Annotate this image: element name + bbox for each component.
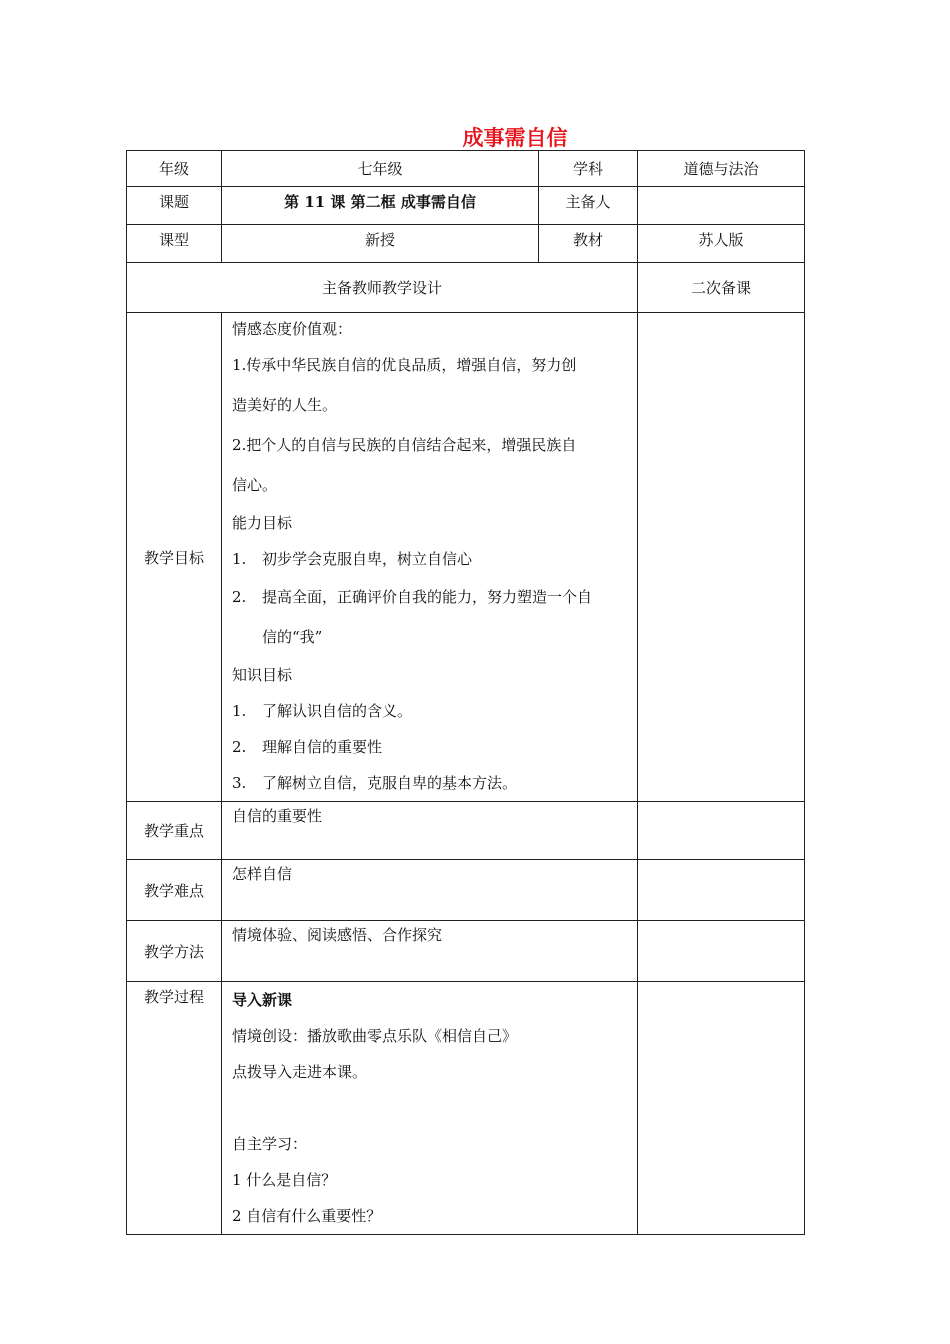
list-number: 1. — [232, 702, 247, 720]
topic-label: 课题 — [127, 187, 222, 225]
process-heading: 导入新课 — [232, 991, 293, 1009]
ability-title: 能力目标 — [232, 514, 293, 532]
key-point-label: 教学重点 — [127, 802, 222, 860]
list-text: 初步学会克服自卑，树立自信心 — [262, 550, 473, 568]
preparer-label: 主备人 — [539, 187, 638, 225]
process-scenario: 情境创设：播放歌曲零点乐队《相信自己》 — [232, 1027, 518, 1045]
objectives-second-prep — [638, 313, 805, 802]
page-title: 成事需自信 — [462, 126, 568, 150]
table-row — [127, 313, 805, 802]
knowledge-title: 知识目标 — [232, 666, 293, 684]
textbook-value: 苏人版 — [638, 225, 805, 263]
list-item — [232, 729, 627, 765]
second-prep-header: 二次备课 — [638, 263, 805, 313]
process-label: 教学过程 — [127, 982, 222, 1235]
subject-value: 道德与法治 — [638, 151, 805, 187]
list-item — [232, 577, 627, 617]
list-number: 2. — [232, 588, 247, 606]
table-row — [127, 187, 805, 225]
objectives-content — [222, 313, 638, 802]
textbook-label: 教材 — [539, 225, 638, 263]
question-item: 1 什么是自信？ — [232, 1171, 337, 1189]
method-value: 情境体验、阅读感悟、合作探究 — [222, 921, 638, 982]
process-guide: 点拨导入走进本课。 — [232, 1063, 368, 1081]
grade-label: 年级 — [127, 151, 222, 187]
key-point-value: 自信的重要性 — [222, 802, 638, 860]
table-row — [127, 225, 805, 263]
grade-value: 七年级 — [222, 151, 539, 187]
list-text: 了解认识自信的含义。 — [262, 702, 413, 720]
table-row — [127, 802, 805, 860]
table-row — [127, 921, 805, 982]
blank-line — [232, 1090, 627, 1126]
emotion-item: 造美好的人生。 — [232, 396, 338, 414]
objectives-label: 教学目标 — [127, 313, 222, 802]
list-number: 1. — [232, 550, 247, 568]
list-text: 了解树立自信，克服自卑的基本方法。 — [262, 774, 518, 792]
list-item — [232, 541, 627, 577]
table-row — [127, 263, 805, 313]
emotion-item: 信心。 — [232, 476, 278, 494]
process-second-prep — [638, 982, 805, 1235]
emotion-item: 2.把个人的自信与民族的自信结合起来，增强民族自 — [232, 436, 577, 454]
list-text: 提高全面，正确评价自我的能力，努力塑造一个自 — [262, 588, 593, 606]
question-item: 2 自信有什么重要性？ — [232, 1207, 382, 1225]
type-label: 课型 — [127, 225, 222, 263]
table-row — [127, 860, 805, 921]
topic-value: 第 11 课 第二框 成事需自信 — [222, 187, 539, 225]
key-point-second-prep — [638, 802, 805, 860]
difficulty-second-prep — [638, 860, 805, 921]
method-second-prep — [638, 921, 805, 982]
list-text: 理解自信的重要性 — [262, 738, 383, 756]
difficulty-value: 怎样自信 — [222, 860, 638, 921]
table-row — [127, 151, 805, 187]
list-item-continuation: 信的“我” — [262, 628, 323, 646]
lesson-plan-table — [126, 150, 805, 1235]
list-item — [232, 693, 627, 729]
preparer-value — [638, 187, 805, 225]
method-label: 教学方法 — [127, 921, 222, 982]
list-item — [232, 765, 627, 801]
list-number: 2. — [232, 738, 247, 756]
list-number: 3. — [232, 774, 247, 792]
emotion-title: 情感态度价值观： — [232, 320, 353, 338]
self-study-title: 自主学习： — [232, 1135, 308, 1153]
type-value: 新授 — [222, 225, 539, 263]
difficulty-label: 教学难点 — [127, 860, 222, 921]
table-row — [127, 982, 805, 1235]
emotion-item: 1.传承中华民族自信的优良品质，增强自信，努力创 — [232, 356, 577, 374]
design-header: 主备教师教学设计 — [127, 263, 638, 313]
process-content — [222, 982, 638, 1235]
subject-label: 学科 — [539, 151, 638, 187]
